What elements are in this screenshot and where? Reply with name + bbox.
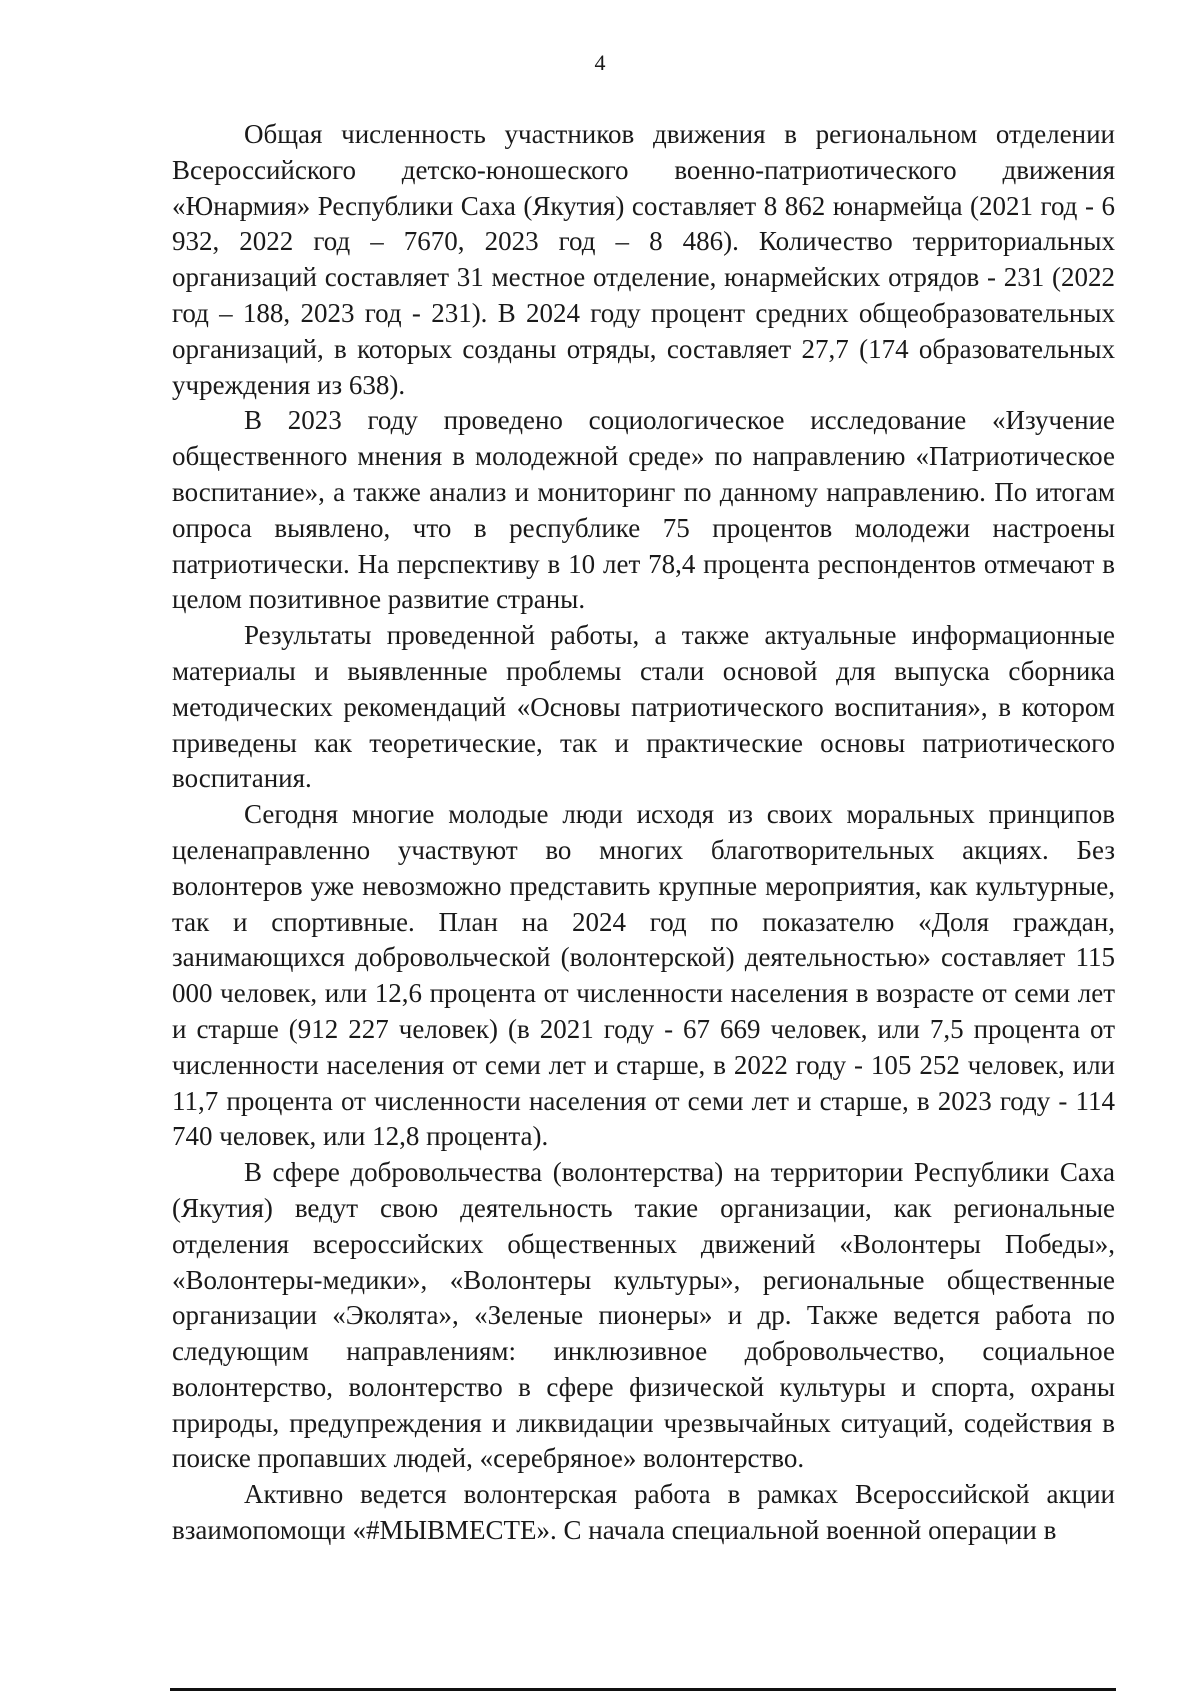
footer-rule <box>170 1688 1116 1691</box>
paragraph-volunteer-organizations: В сфере добровольчества (волонтерства) на территории Республики Саха (Якутия) ведут свою деятельность такие организации, как региональные отделения всероссийских общественных движений «Волонтеры Победы», «Волонтеры-медики», «Волонтеры культуры», региональные общественные организации «Эколята», «Зеленые пионеры» и др. Также ведется работа по следующим направлениям: инклюзивное добровольчество, социальное волонтерство, волонтерство в сфере физической культуры и спорта, охраны природы, предупреждения и ликвидации чрезвычайных ситуаций, содействия в поиске пропавших людей, «серебряное» волонтерство. <box>172 1157 1115 1474</box>
paragraph-yunarmiya-stats: Общая численность участников движения в региональном отделении Всероссийского детско-юношеского военно-патриотического движения «Юнармия» Республики Саха (Якутия) составляет 8 862 юнармейца (2021 год - 6 932, 2022 год – 7670, 2023 год – 8 486). Количество территориальных организаций составляет 31 местное отделение, юнармейских отрядов - 231 (2022 год – 188, 2023 год - 231). В 2024 году процент средних общеобразовательных организаций, в которых созданы отряды, составляет 27,7 (174 образовательных учреждения из 638). <box>172 119 1115 400</box>
page-number: 4 <box>594 50 606 75</box>
paragraph-mivmeste-action: Активно ведется волонтерская работа в рамках Всероссийской акции взаимопомощи «#МЫВМЕСТЕ». С начала специальной военной операции в <box>172 1479 1115 1546</box>
paragraph-sociological-study: В 2023 году проведено социологическое исследование «Изучение общественного мнения в молодежной среде» по направлению «Патриотическое воспитание», а также анализ и мониторинг по данному направлению. По итогам опроса выявлено, что в республике 75 процентов молодежи настроены патриотически. На перспективу в 10 лет 78,4 процента респондентов отмечают в целом позитивное развитие страны. <box>172 405 1115 615</box>
paragraph-methodical-recommendations: Результаты проведенной работы, а также актуальные информационные материалы и выявленные проблемы стали основой для выпуска сборника методических рекомендаций «Основы патриотического воспитания», в котором приведены как теоретические, так и практические основы патриотического воспитания. <box>172 620 1115 794</box>
body-text <box>172 117 1115 1549</box>
paragraph-volunteer-statistics: Сегодня многие молодые люди исходя из своих моральных принципов целенаправленно участвуют во многих благотворительных акциях. Без волонтеров уже невозможно представить крупные мероприятия, как культурные, так и спортивные. План на 2024 год по показателю «Доля граждан, занимающихся добровольческой (волонтерской) деятельностью» составляет 115 000 человек, или 12,6 процента от численности населения в возрасте от семи лет и старше (912 227 человек) (в 2021 году - 67 669 человек, или 7,5 процента от численности населения от семи лет и старше, в 2022 году - 105 252 человек, или 11,7 процента от численности населения от семи лет и старше, в 2023 году - 114 740 человек, или 12,8 процента). <box>172 799 1115 1152</box>
